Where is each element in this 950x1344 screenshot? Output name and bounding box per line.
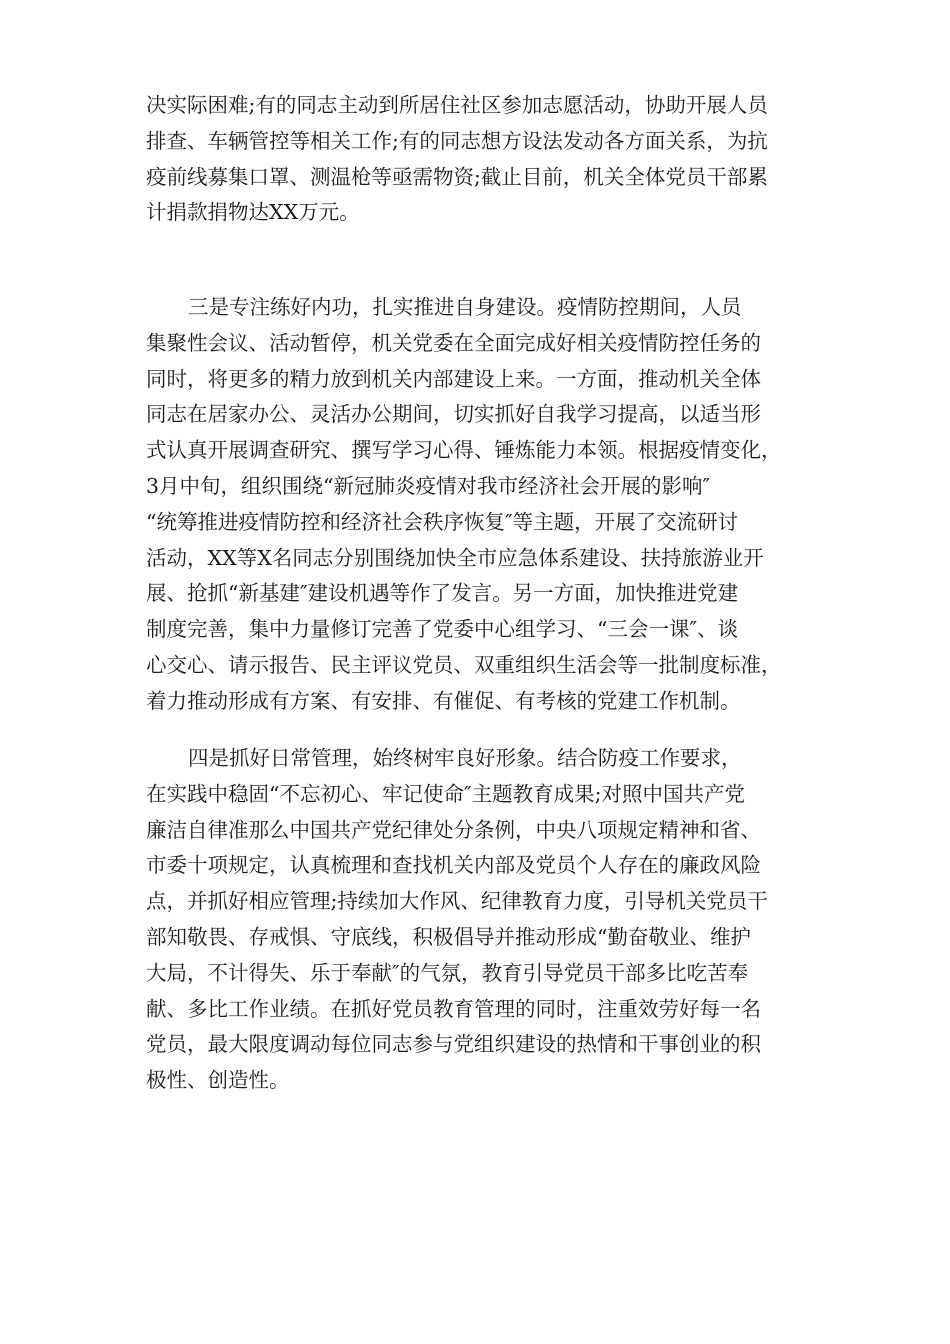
text-line: 部知敬畏、存戒惧、守底线，积极倡导并推动形成“勤奋敬业、维护 — [146, 924, 751, 949]
text-line: 集聚性会议、活动暂停，机关党委在全面完成好相关疫情防控任务的 — [146, 330, 761, 355]
paragraph-self-building — [146, 290, 806, 720]
text-line: 活动，XX等X名同志分别围绕加快全市应急体系建设、扶持旅游业开 — [146, 545, 764, 570]
text-line: 市委十项规定，认真梳理和查找机关内部及党员个人存在的廉政风险 — [146, 853, 761, 878]
text-line: 制度完善，集中力量修订完善了党委中心组学习、“三会一课″、谈 — [146, 617, 739, 642]
text-line: 展、抢抓“新基建″建设机遇等作了发言。另一方面，加快推进党建 — [146, 581, 739, 606]
text-line: 式认真开展调查研究、撰写学习心得、锤炼能力本领。根据疫情变化， — [146, 438, 782, 463]
text-line: 极性、创造性。 — [146, 1068, 290, 1093]
paragraph-daily-management — [146, 741, 806, 1099]
text-line: 献、多比工作业绩。在抓好党员教育管理的同时，注重效劳好每一名 — [146, 996, 761, 1021]
text-line: “统筹推进疫情防控和经济社会秩序恢复″等主题，开展了交流研讨 — [146, 509, 739, 534]
text-line: 疫前线募集口罩、测温枪等亟需物资;截止目前，机关全体党员干部累 — [146, 164, 768, 189]
text-line: 四是抓好日常管理，始终树牢良好形象。结合防疫工作要求， — [188, 746, 742, 770]
text-line: 着力推动形成有方案、有安排、有催促、有考核的党建工作机制。 — [146, 688, 741, 713]
text-line: 排查、车辆管控等相关工作;有的同志想方设法发动各方面关系，为抗 — [146, 128, 768, 153]
text-line: 同时，将更多的精力放到机关内部建设上来。一方面，推动机关全体 — [146, 366, 761, 391]
text-line: 点，并抓好相应管理;持续加大作风、纪律教育力度，引导机关党员干 — [146, 889, 768, 914]
text-line: 心交心、请示报告、民主评议党员、双重组织生活会等一批制度标准， — [146, 652, 782, 677]
text-line: 计捐款捐物达XX万元。 — [146, 200, 360, 225]
text-line: 廉洁自律准那么中国共产党纪律处分条例，中央八项规定精神和省、 — [146, 817, 761, 842]
text-line: 同志在居家办公、灵活办公期间，切实抓好自我学习提高，以适当形 — [146, 402, 761, 427]
text-line: 三是专注练好内功，扎实推进自身建设。疫情防控期间，人员 — [188, 295, 742, 319]
text-line: 决实际困难;有的同志主动到所居住社区参加志愿活动，协助开展人员 — [146, 93, 768, 117]
paragraph-continuation — [146, 88, 806, 231]
text-line: 在实践中稳固“不忘初心、牢记使命″主题教育成果;对照中国共产党 — [146, 781, 746, 806]
text-line: 3月中旬，组织围绕“新冠肺炎疫情对我市经济社会开展的影响″ — [146, 473, 711, 498]
text-line: 党员，最大限度调动每位同志参与党组织建设的热情和干事创业的积 — [146, 1032, 761, 1057]
text-line: 大局，不计得失、乐于奉献″的气氛，教育引导党员干部多比吃苦奉 — [146, 960, 749, 985]
